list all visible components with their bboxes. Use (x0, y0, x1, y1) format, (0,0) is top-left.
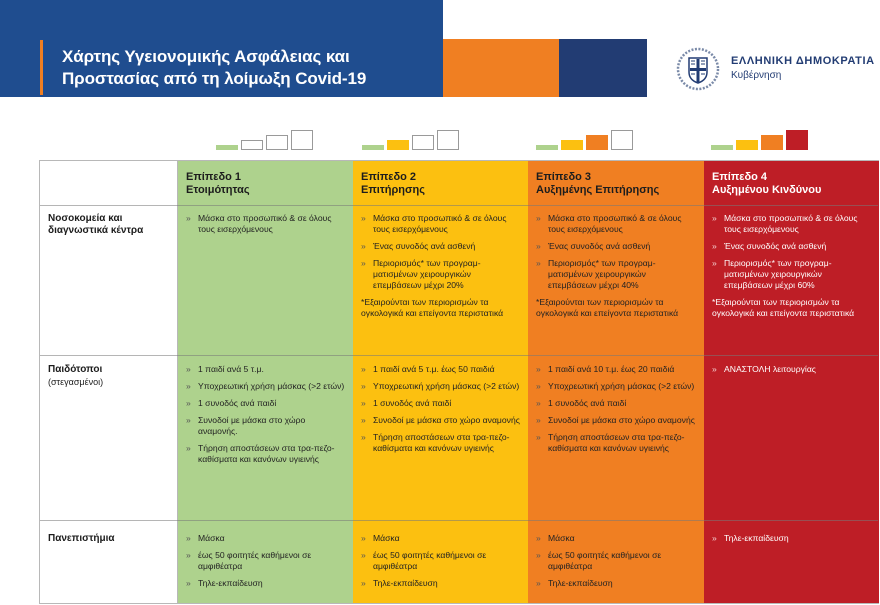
level-4-header (704, 171, 879, 197)
footnote: *Εξαιρούνται των περιορισμών τα ογκολογικά και επείγοντα περιστατικά (712, 297, 855, 318)
cell-universities-level-1 (178, 533, 353, 595)
level-1-meter-icon (216, 128, 313, 150)
row-divider (40, 355, 878, 356)
level-number: Επίπεδο 1 (186, 171, 242, 183)
level-3-header (528, 171, 704, 197)
measure-item: » Τηλε-εκπαίδευση (536, 578, 696, 589)
level-name: Επιτήρησης (361, 184, 425, 196)
measure-item: » Μάσκα (536, 533, 696, 544)
measure-item: » Τηλε-εκπαίδευση (361, 578, 520, 589)
level-2-header (353, 171, 528, 197)
level-4-meter-icon (711, 128, 808, 150)
measure-item: » Τηλε-εκπαίδευση (186, 578, 345, 589)
measure-item: » έως 50 φοιτητές καθήμενοι σε αμφιθέατρα (361, 550, 520, 572)
measure-item: » Τήρηση αποστάσεων στα τρα-πεζο-καθίσματα και κανόνων υγιεινής (361, 432, 520, 454)
measure-item: » Τήρηση αποστάσεων στα τρα-πεζο-καθίσματα και κανόνων υγιεινής (536, 432, 696, 454)
measure-item: » Υποχρεωτική χρήση μάσκας (>2 ετών) (186, 381, 345, 392)
measure-item: » Περιορισμός* των προγραμ-ματισμένων χειρουργικών επεμβάσεων μέχρι 40% (536, 258, 696, 291)
measure-item: » Υποχρεωτική χρήση μάσκας (>2 ετών) (536, 381, 696, 392)
cell-universities-level-4 (704, 533, 879, 550)
footnote: *Εξαιρούνται των περιορισμών τα ογκολογικά και επείγοντα περιστατικά (536, 297, 679, 318)
greek-coat-of-arms-icon (675, 46, 721, 92)
measure-item: » Μάσκα στο προσωπικό & σε όλους τους εισερχόμενους (361, 213, 520, 235)
row-divider (40, 205, 878, 206)
cell-playgrounds-level-2 (353, 364, 528, 460)
measure-item: » 1 συνοδός ανά παιδί (361, 398, 520, 409)
measure-item: » Συνοδοί με μάσκα στο χώρο αναμονής. (186, 415, 345, 437)
level-1-header (178, 171, 353, 197)
row-label-hospitals (40, 213, 178, 237)
cell-playgrounds-level-3 (528, 364, 704, 460)
row-divider (40, 520, 878, 521)
measure-item: » Ένας συνοδός ανά ασθενή (361, 241, 520, 252)
measure-item: » Τήρηση αποστάσεων στα τρα-πεζο-καθίσματα και κανόνων υγιεινής (186, 443, 345, 465)
measure-item: » έως 50 φοιτητές καθήμενοι σε αμφιθέατρα (536, 550, 696, 572)
measure-item: » Μάσκα στο προσωπικό & σε όλους τους εισερχόμενους (536, 213, 696, 235)
cell-hospitals-level-1 (178, 213, 353, 241)
org-name: ΕΛΛΗΝΙΚΗ ΔΗΜΟΚΡΑΤΙΑ (731, 55, 875, 67)
measures-table (39, 160, 879, 604)
cell-universities-level-3 (528, 533, 704, 595)
cell-playgrounds-level-1 (178, 364, 353, 471)
level-3-meter-icon (536, 128, 633, 150)
level-name: Ετοιμότητας (186, 184, 250, 196)
measure-item: » Μάσκα (186, 533, 345, 544)
measure-item: » Ένας συνοδός ανά ασθενή (536, 241, 696, 252)
cell-hospitals-level-2 (353, 213, 528, 319)
title-accent-bar (40, 40, 43, 95)
measure-item: » Μάσκα στο προσωπικό & σε όλους τους εισερχόμενους (712, 213, 871, 235)
measure-item: » 1 παιδί ανά 10 τ.μ. έως 20 παιδιά (536, 364, 696, 375)
row-sublabel: (στεγασμένοι) (48, 377, 104, 387)
measure-item: » Συνοδοί με μάσκα στο χώρο αναμονής (536, 415, 696, 426)
measure-item: » Συνοδοί με μάσκα στο χώρο αναμονής (361, 415, 520, 426)
row-label-text: Παιδότοποι (48, 364, 103, 375)
cell-hospitals-level-4 (704, 213, 879, 319)
measure-item: » ΑΝΑΣΤΟΛΗ λειτουργίας (712, 364, 871, 375)
measure-item: » Περιορισμός* των προγραμ-ματισμένων χειρουργικών επεμβάσεων μέχρι 60% (712, 258, 871, 291)
level-number: Επίπεδο 4 (712, 171, 768, 183)
measure-item: » 1 συνοδός ανά παιδί (186, 398, 345, 409)
measure-item: » Μάσκα (361, 533, 520, 544)
measure-item: » Ένας συνοδός ανά ασθενή (712, 241, 871, 252)
title-line-1: Χάρτης Υγειονομικής Ασφάλειας και (62, 47, 350, 66)
page-title (62, 46, 366, 90)
measure-item: » Μάσκα στο προσωπικό & σε όλους τους εισερχόμενους (186, 213, 345, 235)
row-label-playgrounds (40, 364, 178, 388)
level-number: Επίπεδο 3 (536, 171, 592, 183)
measure-item: » 1 παιδί ανά 5 τ.μ. έως 50 παιδιά (361, 364, 520, 375)
measure-item: » 1 συνοδός ανά παιδί (536, 398, 696, 409)
cell-hospitals-level-3 (528, 213, 704, 319)
title-line-2: Προστασίας από τη λοίμωξη Covid-19 (62, 69, 367, 88)
banner-navy-block (559, 39, 647, 97)
measure-item: » Υποχρεωτική χρήση μάσκας (>2 ετών) (361, 381, 520, 392)
row-label-universities (40, 533, 178, 545)
banner-orange-block (443, 39, 559, 97)
level-name: Αυξημένου Κινδύνου (712, 184, 822, 196)
measure-item: » έως 50 φοιτητές καθήμενοι σε αμφιθέατρα (186, 550, 345, 572)
row-label-text: Πανεπιστήμια (48, 533, 115, 544)
row-label-text: Νοσοκομεία και διαγνωστικά κέντρα (48, 213, 144, 236)
org-subtitle: Κυβέρνηση (731, 70, 782, 81)
level-number: Επίπεδο 2 (361, 171, 417, 183)
measure-item: » 1 παιδί ανά 5 τ.μ. (186, 364, 345, 375)
measure-item: » Τηλε-εκπαίδευση (712, 533, 871, 544)
level-2-meter-icon (362, 128, 459, 150)
measure-item: » Περιορισμός* των προγραμ-ματισμένων χειρουργικών επεμβάσεων μέχρι 20% (361, 258, 520, 291)
level-name: Αυξημένης Επιτήρησης (536, 184, 660, 196)
footnote: *Εξαιρούνται των περιορισμών τα ογκολογικά και επείγοντα περιστατικά (361, 297, 504, 318)
cell-playgrounds-level-4 (704, 364, 879, 381)
cell-universities-level-2 (353, 533, 528, 595)
